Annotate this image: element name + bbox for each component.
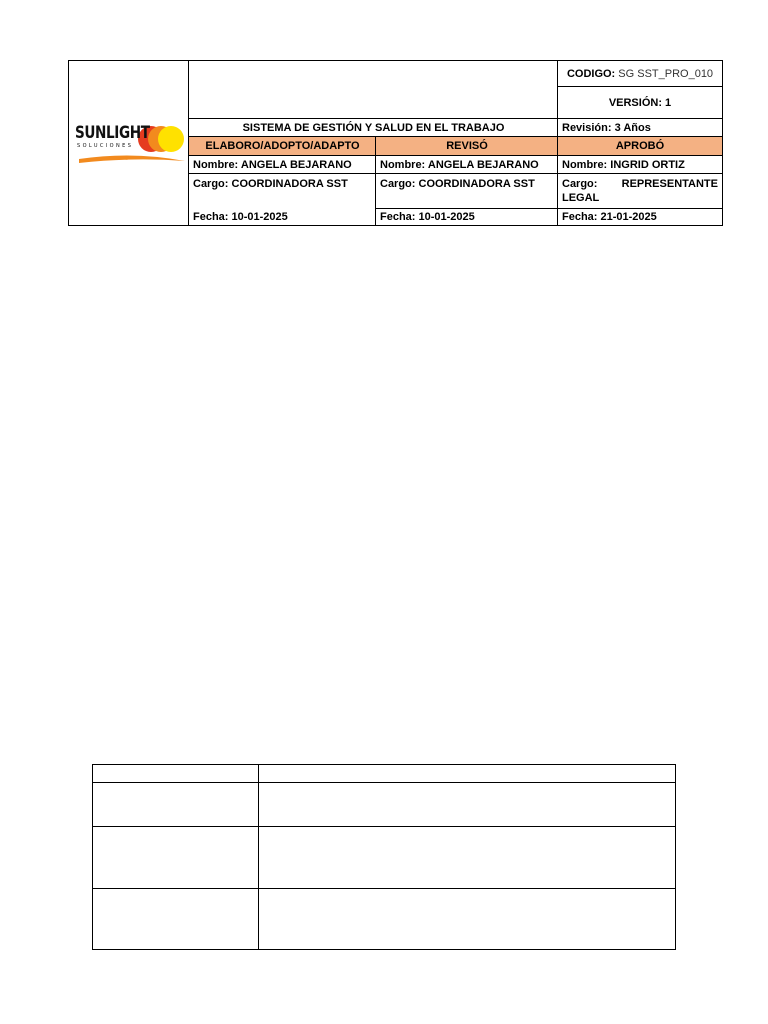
logo-cell	[68, 60, 189, 226]
table-cell	[92, 826, 259, 889]
aprobo-nombre-cell	[557, 155, 723, 174]
reviso-cargo-cell	[375, 173, 558, 209]
elaboro-nombre-cell	[188, 155, 376, 174]
header-blank-cell	[188, 60, 558, 118]
reviso-nombre-cell	[375, 155, 558, 174]
logo-brand-text: SUNLIGHT	[75, 123, 150, 143]
reviso-header-cell	[375, 136, 558, 155]
elaboro-cargo-fecha-cell	[188, 173, 376, 226]
revision-cell	[557, 118, 723, 137]
aprobo-fecha-cell	[557, 208, 723, 226]
aprobo-header: APROBÓ	[615, 140, 665, 152]
table-cell	[258, 764, 676, 783]
elaboro-fecha: Fecha: 10-01-2025	[193, 211, 288, 223]
logo-subtitle-text: SOLUCIONES	[77, 143, 134, 149]
codigo-value: SG SST_PRO_010	[618, 67, 714, 80]
version-cell	[557, 86, 723, 118]
table-cell	[92, 782, 259, 827]
table-cell	[92, 764, 259, 783]
elaboro-header: ELABORO/ADOPTO/ADAPTO	[205, 140, 360, 152]
system-title-cell	[188, 118, 558, 137]
table-cell	[258, 888, 676, 950]
codigo-label: CODIGO:	[566, 67, 616, 80]
elaboro-cargo: Cargo: COORDINADORA SST	[193, 178, 348, 190]
reviso-nombre: Nombre: ANGELA BEJARANO	[380, 159, 539, 171]
reviso-fecha: Fecha: 10-01-2025	[380, 211, 475, 223]
company-logo	[73, 121, 187, 167]
aprobo-cargo-label: Cargo:	[562, 178, 598, 190]
aprobo-header-cell	[557, 136, 723, 155]
system-title: SISTEMA DE GESTIÓN Y SALUD EN EL TRABAJO	[242, 122, 505, 134]
aprobo-cargo-value: REPRESENTANTE	[621, 178, 718, 190]
aprobo-nombre: Nombre: INGRID ORTIZ	[562, 159, 685, 171]
aprobo-cargo-line2: LEGAL	[562, 192, 600, 204]
table-cell	[258, 782, 676, 827]
reviso-header: REVISÓ	[446, 140, 488, 152]
aprobo-cargo-cell	[557, 173, 723, 209]
elaboro-header-cell	[188, 136, 376, 155]
reviso-cargo: Cargo: COORDINADORA SST	[380, 178, 535, 190]
aprobo-fecha: Fecha: 21-01-2025	[562, 211, 657, 223]
version-text: VERSIÓN: 1	[608, 96, 672, 109]
elaboro-nombre: Nombre: ANGELA BEJARANO	[193, 159, 352, 171]
reviso-fecha-cell	[375, 208, 558, 226]
revision-text: Revisión: 3 Años	[562, 122, 651, 134]
table-cell	[258, 826, 676, 889]
codigo-cell	[557, 60, 723, 86]
table-cell	[92, 888, 259, 950]
